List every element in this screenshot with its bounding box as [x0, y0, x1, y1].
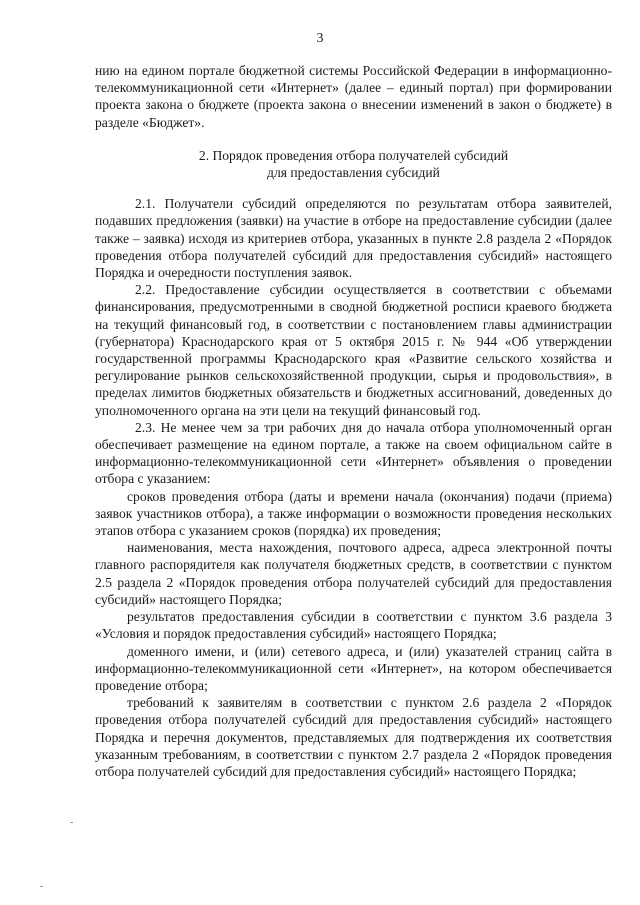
- list-item-deadlines: сроков проведения отбора (даты и времени начала (окончания) подачи (приема) заявок участников отбора), а также информации о возможности проведения нескольких этапов отбора с указанием сроков (порядка) их проведения;: [95, 488, 612, 539]
- paragraph-2-2: 2.2. Предоставление субсидии осуществляется в соответствии с объемами финансирования, предусмотренными в сводной бюджетной росписи краевого бюджета на текущий финансовый год, в соответствии с постановлением главы администрации (губернатора) Краснодарского края от 5 октября 2015 г. № 944 «Об утверждении государственной программы Краснодарского края «Развитие сельского хозяйства и регулирование рынков сельскохозяйственной продукции, сырья и продовольствия», в пределах лимитов бюджетных обязательств и бюджетных ассигнований, доведенных до уполномоченного органа на эти цели на текущий финансовый год.: [95, 282, 612, 418]
- document-body: [95, 62, 612, 780]
- list-item-domain: доменного имени, и (или) сетевого адреса, и (или) указателей страниц сайта в информационно-телекоммуникационной сети «Интернет», на котором обеспечивается проведение отбора;: [95, 643, 612, 693]
- section-heading-line-2: для предоставления субсидий: [267, 165, 440, 181]
- paragraph-2-3: 2.3. Не менее чем за три рабочих дня до начала отбора уполномоченный орган обеспечивает размещение на едином портале, а также на своем официальном сайте в информационно-телекоммуникационной сети «Интернет» объявления о проведении отбора с указанием:: [95, 419, 612, 487]
- section-heading: [95, 147, 612, 181]
- list-item-results: результатов предоставления субсидии в соответствии с пунктом 3.6 раздела 3 «Условия и порядок предоставления субсидий» настоящего Порядка;: [95, 609, 612, 642]
- list-item-contacts: наименования, места нахождения, почтового адреса, адреса электронной почты главного распорядителя как получателя бюджетных средств, в соответствии с пунктом 2.5 раздела 2 «Порядок проведения отбора получателей субсидий для предоставления субсидий» настоящего Порядка;: [95, 540, 612, 607]
- section-heading-line-1: 2. Порядок проведения отбора получателей субсидий: [198, 147, 509, 163]
- paragraph-2-1: 2.1. Получатели субсидий определяются по результатам отбора заявителей, подавших предложения (заявки) на участие в отборе на предоставление субсидии (далее также – заявка) исходя из критериев отбора, указанных в пункте 2.8 раздела 2 «Порядок проведения отбора получателей субсидий для предоставления субсидий» настоящего Порядка и очередности поступления заявок.: [95, 196, 612, 281]
- scan-artifact: [70, 822, 73, 823]
- page-number: 3: [316, 31, 324, 46]
- intro-paragraph: нию на едином портале бюджетной системы Российской Федерации в информационно-телекоммуникационной сети «Интернет» (далее – единый портал) при формировании проекта закона о бюджете (проекта закона о внесении изменений в закон о бюджете) в разделе «Бюджет».: [95, 63, 612, 130]
- list-item-requirements: требований к заявителям в соответствии с пунктом 2.6 раздела 2 «Порядок проведения отбора получателей субсидий для предоставления субсидий» настоящего Порядка и перечня документов, представляемых для подтверждения их соответствия указанным требованиям, в соответствии с пунктом 2.7 раздела 2 «Порядок проведения отбора получателей субсидий для предоставления субсидий» настоящего Порядка;: [95, 695, 612, 779]
- scan-artifact: [40, 886, 43, 887]
